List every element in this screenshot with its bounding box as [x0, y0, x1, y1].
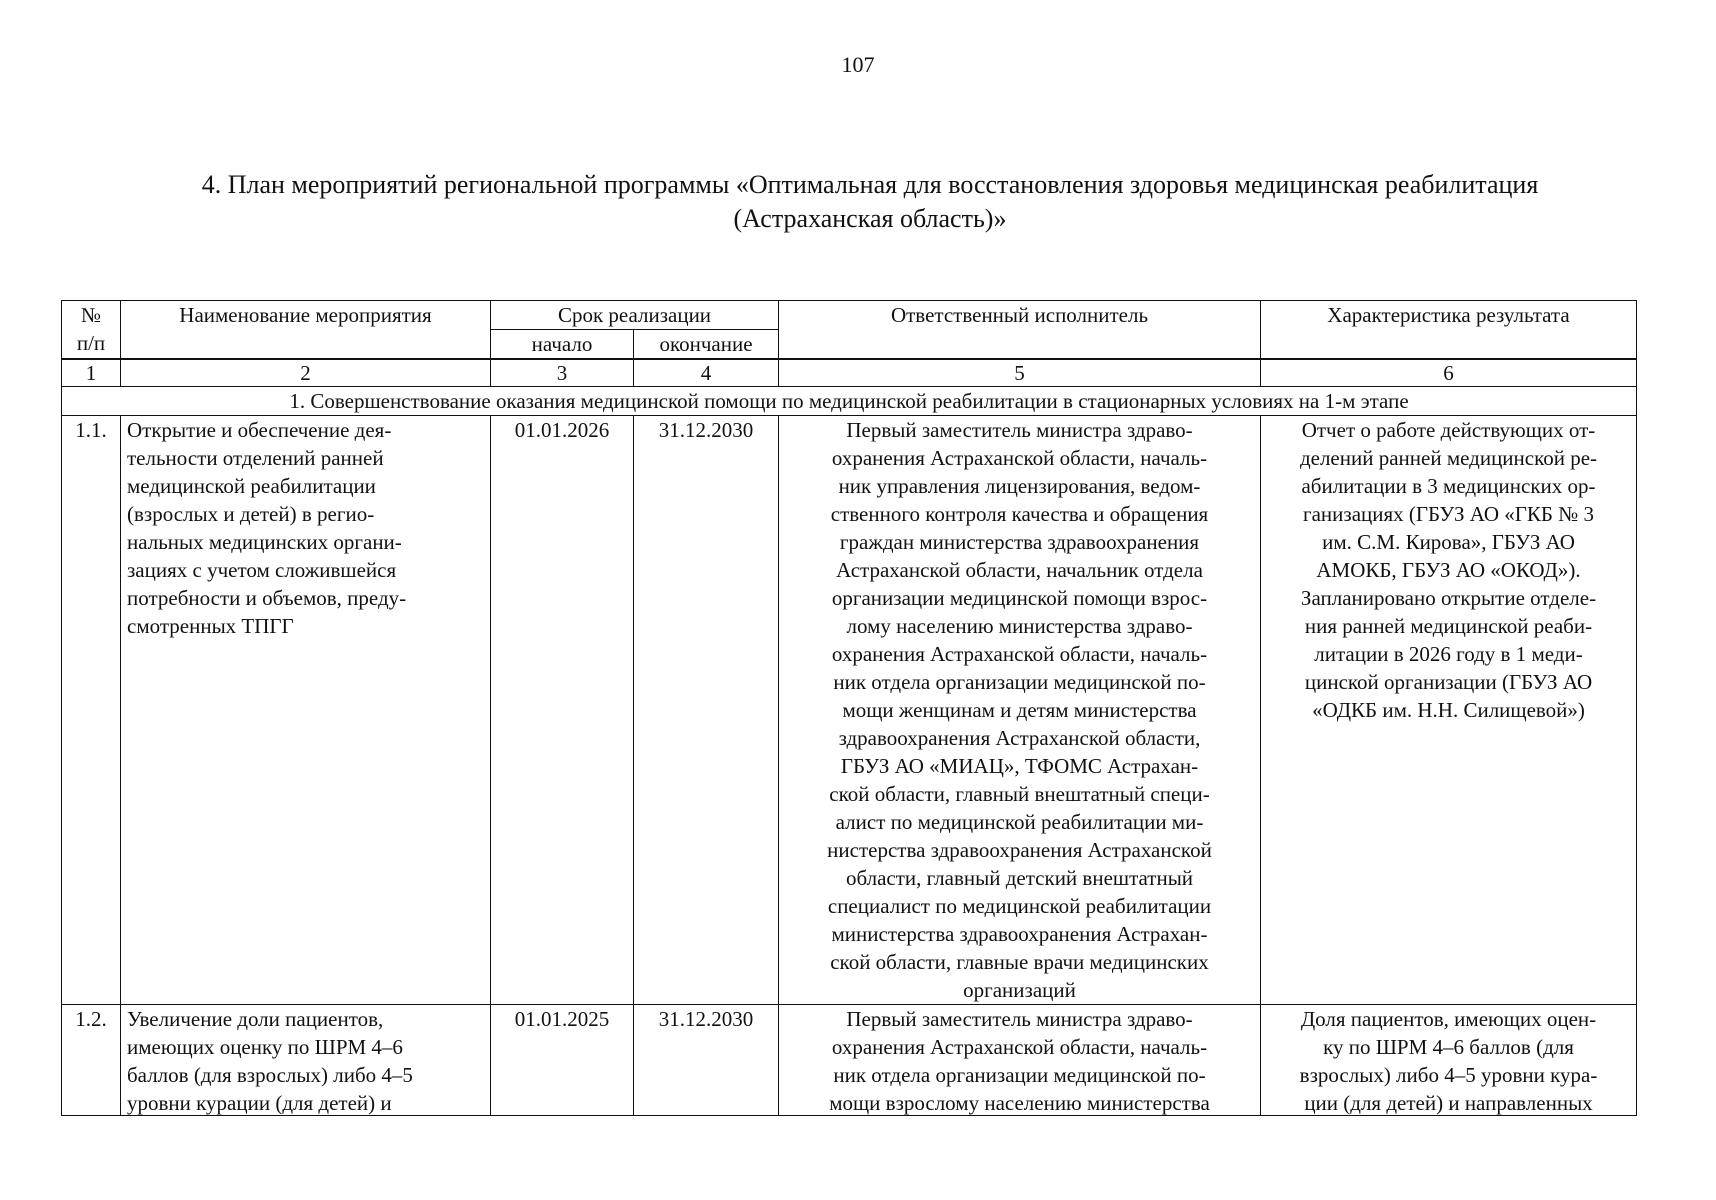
- document-title-line-2: (Астраханская область)»: [733, 204, 1007, 233]
- row-name: Увеличение доли пациентов, имеющих оценку по ШРМ 4–6 баллов (для взрослых) либо 4–5 уровни курации (для детей) и: [127, 1007, 413, 1115]
- row-number: 1.2.: [75, 1007, 107, 1031]
- page-number: 107: [841, 52, 875, 77]
- section-heading: 1. Совершенствование оказания медицинской помощи по медицинской реабилитации в стационарных условиях на 1-м этапе: [62, 387, 1637, 416]
- row-name: Открытие и обеспечение дея- тельности отделений ранней медицинской реабилитации (взрослых и детей) в регио- нальных медицинских органи- зациях с учетом сложившейся потребности и объемов, преду- смотренных ТПГГ: [121, 416, 491, 1005]
- row-executor: Первый заместитель министра здраво- охранения Астраханской области, началь- ник управления лицензирования, ведом- ственного контроля качества и обращения граждан министерства здравоохранения Астраханской области, начальник отдела организации медицинской помощи взрос- лому населению министерства здраво- охранения Астраханской области, началь- ник отдела организации медицинской по- мощи женщинам и детям министерства здравоохранения Астраханской области, ГБУЗ АО «МИАЦ», ТФОМС Астрахан- ской области, главный внештатный специ- алист по медицинской реабилитации ми- нистерства здравоохранения Астраханской области, главный детский внештатный специалист по медицинской реабилитации министерства здравоохранения Астрахан- ской области, главные врачи медицинских организаций: [779, 416, 1261, 1005]
- header-start: начало: [491, 330, 634, 360]
- row-start-date: 01.01.2025: [514, 1007, 610, 1031]
- row-end-date: 31.12.2030: [634, 416, 779, 1005]
- document-title: [110, 168, 1630, 236]
- header-end: окончание: [634, 330, 779, 360]
- column-number-row: [62, 359, 1637, 387]
- action-plan-table: [61, 300, 1637, 1116]
- section-row: [62, 387, 1637, 416]
- column-number: 4: [634, 359, 779, 387]
- row-start-date: 01.01.2026: [491, 416, 634, 1005]
- column-number: 3: [491, 359, 634, 387]
- table-row: [62, 1005, 1637, 1116]
- header-name: Наименование мероприятия: [121, 301, 491, 360]
- row-number: 1.1.: [62, 416, 121, 1005]
- column-number: 6: [1261, 359, 1637, 387]
- document-title-line-1: 4. План мероприятий региональной программы «Оптимальная для восстановления здоровья медицинская реабилитация: [201, 170, 1539, 199]
- row-end-date: 31.12.2030: [658, 1007, 754, 1031]
- header-executor: Ответственный исполнитель: [779, 301, 1261, 360]
- header-row: [62, 301, 1637, 330]
- table-row: [62, 416, 1637, 1005]
- row-result: Доля пациентов, имеющих оцен- ку по ШРМ 4–6 баллов (для взрослых) либо 4–5 уровни кура- ции (для детей) и направленных: [1299, 1007, 1598, 1115]
- column-number: 1: [62, 359, 121, 387]
- header-number: № п/п: [62, 301, 121, 360]
- header-result: Характеристика результата: [1261, 301, 1637, 360]
- header-period: Срок реализации: [491, 301, 779, 330]
- column-number: 2: [121, 359, 491, 387]
- row-result: Отчет о работе действующих от- делений ранней медицинской ре- абилитации в 3 медицинских ор- ганизациях (ГБУЗ АО «ГКБ № 3 им. С.М. Кирова», ГБУЗ АО АМОКБ, ГБУЗ АО «ОКОД»). Запланировано открытие отделе- ния ранней медицинской реаби- литации в 2026 году в 1 меди- цинской организации (ГБУЗ АО «ОДКБ им. Н.Н. Силищевой»): [1261, 416, 1637, 1005]
- column-number: 5: [779, 359, 1261, 387]
- row-executor: Первый заместитель министра здраво- охранения Астраханской области, началь- ник отдела организации медицинской по- мощи взрослому населению министерства: [829, 1007, 1210, 1115]
